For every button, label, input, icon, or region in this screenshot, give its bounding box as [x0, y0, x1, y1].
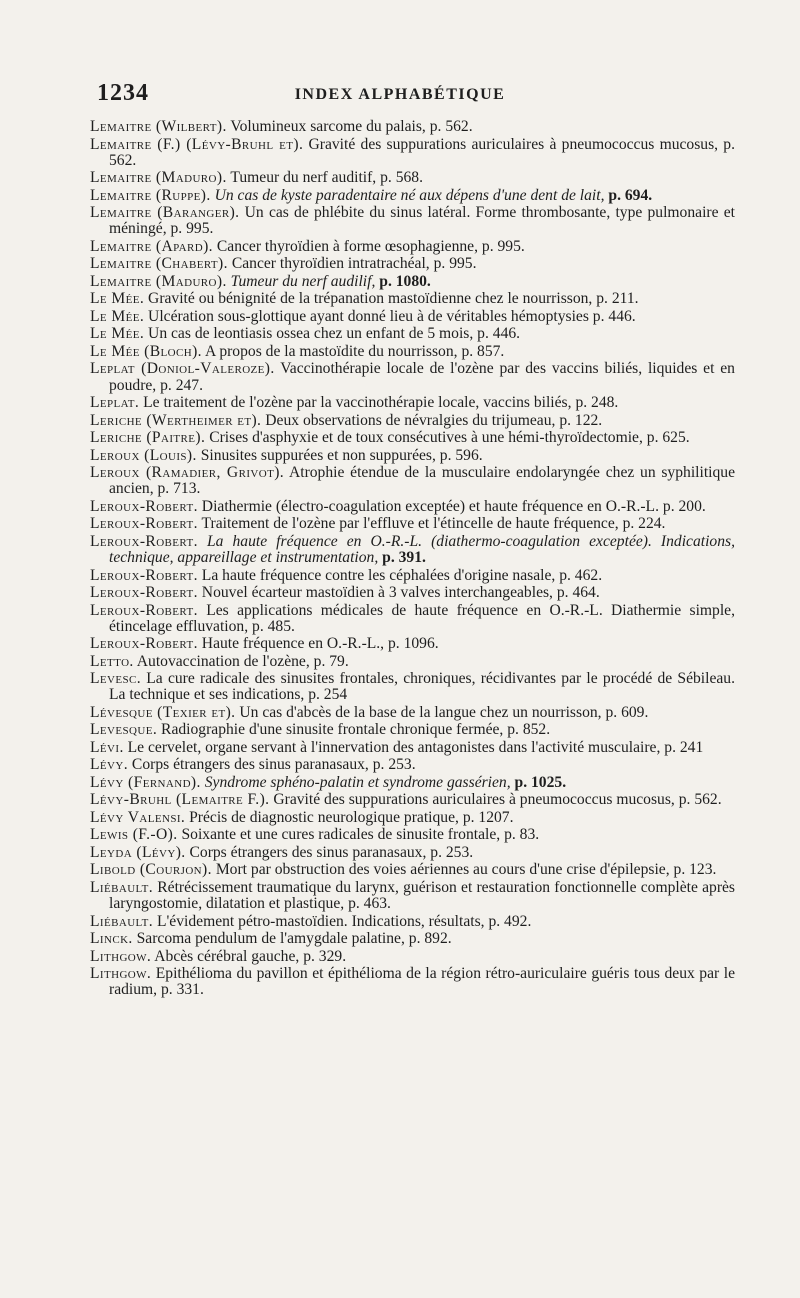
entry-page-ref: p. 329.	[303, 947, 347, 965]
entry-author: Liébault.	[90, 878, 154, 896]
index-entry	[90, 705, 735, 721]
index-entry	[90, 757, 735, 773]
entry-page-ref: p. 625.	[646, 429, 690, 447]
entry-page-ref: p. 995.	[170, 220, 214, 238]
index-entry	[90, 722, 735, 738]
entry-title: Autovaccination de l'ozène,	[133, 652, 314, 670]
entry-page-ref: p. 485.	[252, 617, 295, 635]
entry-author: Leroux (Ramadier, Grivot).	[90, 464, 285, 482]
index-entry	[90, 810, 735, 826]
entry-author: Lévy (Fernand).	[90, 773, 201, 791]
entry-author: Libold (Courjon).	[90, 861, 212, 879]
entry-title: Crises d'asphyxie et de toux consécutives à une hémi-thyroïdectomie,	[205, 429, 647, 447]
entry-page-ref: p. 83.	[504, 826, 540, 844]
entry-title: Ulcération sous-glottique ayant donné lieu à de véritables hémoptysies	[144, 307, 593, 325]
index-entry	[90, 291, 735, 307]
entry-author: Lemaitre (Wilbert).	[90, 118, 227, 135]
index-entry	[90, 430, 735, 446]
index-entry	[90, 465, 735, 497]
entry-page-ref: p. 247.	[160, 376, 203, 394]
index-entry	[90, 188, 735, 204]
index-entry	[90, 603, 735, 635]
entry-title-italic: Syndrome sphéno-palatin et syndrome gassérien,	[200, 773, 511, 791]
entry-page-ref: p. 995.	[433, 255, 477, 273]
entry-author: Lemaitre (Ruppe).	[90, 186, 211, 204]
entry-title: Un cas de leontiasis ossea chez un enfant de 5 mois,	[144, 325, 478, 343]
entry-page-ref: p. 492.	[488, 912, 532, 930]
index-entry	[90, 448, 735, 464]
entry-page-ref: p. 1207.	[462, 808, 514, 826]
index-entry	[90, 931, 735, 947]
entry-title: Le cervelet, organe servant à l'innervation des antagonistes dans l'activité musculaire,	[123, 738, 665, 756]
index-entry	[90, 239, 735, 255]
entry-title: Gravité ou bénignité de la trépanation mastoïdienne chez le nourrisson,	[144, 290, 597, 308]
index-entry	[90, 914, 735, 930]
entry-page-ref: p. 446.	[592, 307, 636, 325]
entry-page-ref: p. 200.	[662, 497, 706, 515]
index-entry	[90, 119, 735, 135]
entry-title: Sarcoma pendulum de l'amygdale palatine,	[132, 930, 409, 948]
index-entry	[90, 534, 735, 566]
entry-title: Sinusites suppurées et non suppurées,	[196, 446, 440, 464]
entry-author: Lemaitre (Apard).	[90, 237, 213, 255]
index-entry	[90, 326, 735, 342]
entry-author: Lévy Valensi.	[90, 808, 186, 826]
page-number: 1234	[97, 80, 149, 106]
index-entry	[90, 568, 735, 584]
entry-page-ref: p. 562.	[678, 791, 722, 809]
entry-title: Radiographie d'une sinusite frontale chronique fermée,	[157, 721, 508, 739]
entry-title: Traitement de l'ozène par l'effluve et l'étincelle de haute fréquence,	[197, 515, 623, 533]
entry-page-ref: p. 248.	[575, 394, 619, 412]
entry-title: Cancer thyroïdien intratrachéal,	[227, 255, 434, 273]
entry-author: Lithgow.	[90, 947, 152, 965]
entry-author: Lemaitre (Chabert).	[90, 255, 228, 273]
entry-page-ref: p. 609.	[605, 703, 649, 721]
entry-page-ref: p. 331.	[160, 981, 204, 999]
index-entry	[90, 256, 735, 272]
entry-author: Leplat.	[90, 394, 140, 412]
entry-title: Rétrécissement traumatique du larynx, guérison et restauration fonctionnelle complète après laryngostomie, dilatation et plastique,	[109, 878, 735, 913]
entry-title: La haute fréquence contre les céphalées d'origine nasale,	[197, 566, 560, 584]
entry-page-ref: p. 1096.	[387, 635, 439, 653]
entry-title: Haute fréquence en O.-R.-L.,	[197, 635, 388, 653]
entry-title: Corps étrangers des sinus paranasaux,	[128, 756, 373, 774]
index-entry	[90, 845, 735, 861]
index-entry	[90, 137, 735, 169]
entry-page-ref: p. 995.	[481, 237, 525, 255]
entry-title: Corps étrangers des sinus paranasaux,	[185, 843, 431, 861]
entry-page-ref: p. 857.	[461, 342, 505, 360]
entry-author: Levesc.	[90, 670, 142, 688]
entry-title: Nouvel écarteur mastoïdien à 3 valves interchangeables,	[197, 584, 557, 602]
entry-title: Précis de diagnostic neurologique pratique,	[185, 808, 463, 826]
index-entry	[90, 792, 735, 808]
entry-title: Abcès cérébral gauche,	[151, 947, 304, 965]
entry-title: La cure radicale des sinusites frontales, chroniques, récidivantes par le procédé de Sébileau. La technique et ses indications,	[109, 670, 735, 704]
index-entry	[90, 775, 735, 791]
entry-page-ref: p. 463.	[348, 895, 391, 913]
entry-page-ref: p. 122.	[559, 411, 603, 429]
index-entry	[90, 309, 735, 325]
index-entry	[90, 654, 735, 670]
entry-page-ref: p. 446.	[477, 325, 521, 343]
entry-author: Le Mée.	[90, 290, 145, 308]
entry-author: Leroux-Robert.	[90, 497, 198, 515]
index-entry	[90, 740, 735, 756]
entry-author: Leroux-Robert.	[90, 635, 198, 653]
index-entry	[90, 585, 735, 601]
index-entry	[90, 205, 735, 237]
entry-title: Un cas d'abcès de la base de la langue chez un nourrisson,	[235, 703, 606, 721]
entry-author: Leriche (Wertheimer et).	[90, 411, 262, 429]
index-entries	[90, 119, 735, 1000]
entry-title: Cancer thyroïdien à forme œsophagienne,	[212, 237, 482, 255]
entry-page-ref: p. 464.	[556, 584, 600, 602]
entry-author: Lithgow.	[90, 965, 152, 983]
entry-author: Le Mée (Bloch).	[90, 342, 202, 360]
entry-title: Atrophie étendue de la musculaire endolaryngée chez un syphilitique ancien,	[109, 464, 735, 498]
entry-title: Deux observations de névralgies du trijumeau,	[261, 411, 560, 429]
entry-page-ref: p. 462.	[559, 566, 603, 584]
index-entry	[90, 966, 735, 998]
entry-author: Lemaitre (Maduro).	[90, 169, 227, 187]
entry-title: L'évidement pétro-mastoïdien. Indications, résultats,	[153, 912, 489, 930]
index-entry	[90, 274, 735, 290]
entry-page-ref: p. 1025.	[510, 773, 567, 791]
entry-author: Liébault.	[90, 912, 154, 930]
entry-author: Le Mée.	[90, 307, 145, 325]
entry-page-ref: p. 79.	[313, 652, 349, 670]
index-entry	[90, 862, 735, 878]
entry-title: Un cas de phlébite du sinus latéral. Forme thrombosante, type pulmonaire et méningé,	[109, 204, 735, 238]
entry-author: Lemaitre (F.) (Lévy-Bruhl et).	[90, 135, 304, 153]
entry-author: Leroux-Robert.	[90, 566, 198, 584]
entry-author: Linck.	[90, 930, 133, 948]
entry-author: Leroux-Robert.	[90, 532, 198, 550]
entry-title: Soixante et une cures radicales de sinusite frontale,	[177, 826, 505, 844]
entry-title: Le traitement de l'ozène par la vaccinothérapie locale, vaccins biliés,	[139, 394, 576, 412]
entry-author: Leroux (Louis).	[90, 446, 197, 464]
entry-author: Lewis (F.-O).	[90, 826, 178, 844]
entry-author: Lévesque (Texier et).	[90, 703, 236, 721]
entry-author: Levesque.	[90, 721, 158, 739]
entry-page-ref: p. 562.	[429, 118, 473, 135]
entry-author: Lemaitre (Baranger).	[90, 204, 240, 222]
entry-author: Leyda (Lévy).	[90, 843, 186, 861]
entry-page-ref: p. 224.	[622, 515, 666, 533]
index-entry	[90, 880, 735, 912]
entry-author: Leroux-Robert.	[90, 515, 198, 533]
index-entry	[90, 949, 735, 965]
entry-author: Lemaitre (Maduro).	[90, 272, 227, 290]
index-entry	[90, 413, 735, 429]
entry-author: Leroux-Robert.	[90, 584, 198, 602]
entry-page-ref: p. 1080.	[375, 272, 431, 290]
entry-title-italic: La haute fréquence en O.-R.-L. (diathermo-coagulation exceptée). Indications, technique, appareillage et instrumentation,	[109, 532, 735, 567]
entry-title: Epithélioma du pavillon et épithélioma de la région rétro-auriculaire guéris tous deux par le radium,	[109, 965, 735, 999]
entry-title-italic: Un cas de kyste paradentaire né aux dépens d'une dent de lait,	[210, 186, 605, 204]
entry-title: Gravité des suppurations auriculaires à pneumococcus mucosus,	[269, 791, 679, 809]
entry-page-ref: p. 892.	[408, 930, 452, 948]
entry-title: Diathermie (électro-coagulation exceptée) et haute fréquence en O.-R.-L.	[197, 497, 663, 515]
index-entry	[90, 361, 735, 393]
entry-page-ref: p. 253.	[430, 843, 474, 861]
entry-title: Tumeur du nerf auditif,	[226, 169, 381, 187]
index-entry	[90, 499, 735, 515]
index-entry	[90, 671, 735, 703]
entry-author: Leplat (Doniol-Valeroze).	[90, 360, 275, 378]
entry-author: Letto.	[90, 652, 134, 670]
entry-page-ref: p. 254	[308, 686, 348, 704]
entry-page-ref: p. 241	[664, 738, 704, 756]
entry-page-ref: p. 253.	[372, 756, 416, 774]
entry-page-ref: p. 596.	[439, 446, 483, 464]
index-entry	[90, 636, 735, 652]
entry-author: Lévi.	[90, 738, 124, 756]
entry-page-ref: p. 713.	[157, 480, 201, 498]
entry-title: Les applications médicales de haute fréquence en O.-R.-L. Diathermie simple, étincelage effluvation,	[109, 601, 735, 635]
entry-page-ref: p. 694.	[604, 186, 653, 204]
entry-page-ref: p. 211.	[596, 290, 639, 308]
index-entry	[90, 170, 735, 186]
entry-title: Volumineux sarcome du palais,	[226, 118, 430, 135]
entry-page-ref: p. 391.	[378, 549, 426, 567]
running-title: INDEX ALPHABÉTIQUE	[294, 86, 506, 103]
entry-page-ref: p. 562.	[109, 135, 735, 169]
entry-title: Mort par obstruction des voies aériennes au cours d'une crise d'épilepsie,	[211, 861, 674, 879]
index-entry	[90, 395, 735, 411]
entry-title-italic: Tumeur du nerf audilif,	[226, 272, 376, 290]
index-entry	[90, 516, 735, 532]
entry-author: Lévy-Bruhl (Lemaitre F.).	[90, 791, 270, 809]
entry-author: Lévy.	[90, 756, 129, 774]
entry-page-ref: p. 568.	[380, 169, 423, 187]
index-entry	[90, 827, 735, 843]
entry-page-ref: p. 123.	[673, 861, 717, 879]
page-header	[0, 80, 800, 112]
entry-title: Vaccinothérapie locale de l'ozène par des vaccins biliés, liquides et en poudre,	[109, 360, 735, 394]
entry-page-ref: p. 852.	[507, 721, 551, 739]
entry-title: A propos de la mastoïdite du nourrisson,	[201, 342, 462, 360]
entry-author: Leroux-Robert.	[90, 601, 198, 619]
entry-author: Le Mée.	[90, 325, 145, 343]
entry-title: Gravité des suppurations auriculaires à pneumococcus mucosus,	[303, 135, 724, 153]
entry-author: Leriche (Paitre).	[90, 429, 206, 447]
index-entry	[90, 344, 735, 360]
